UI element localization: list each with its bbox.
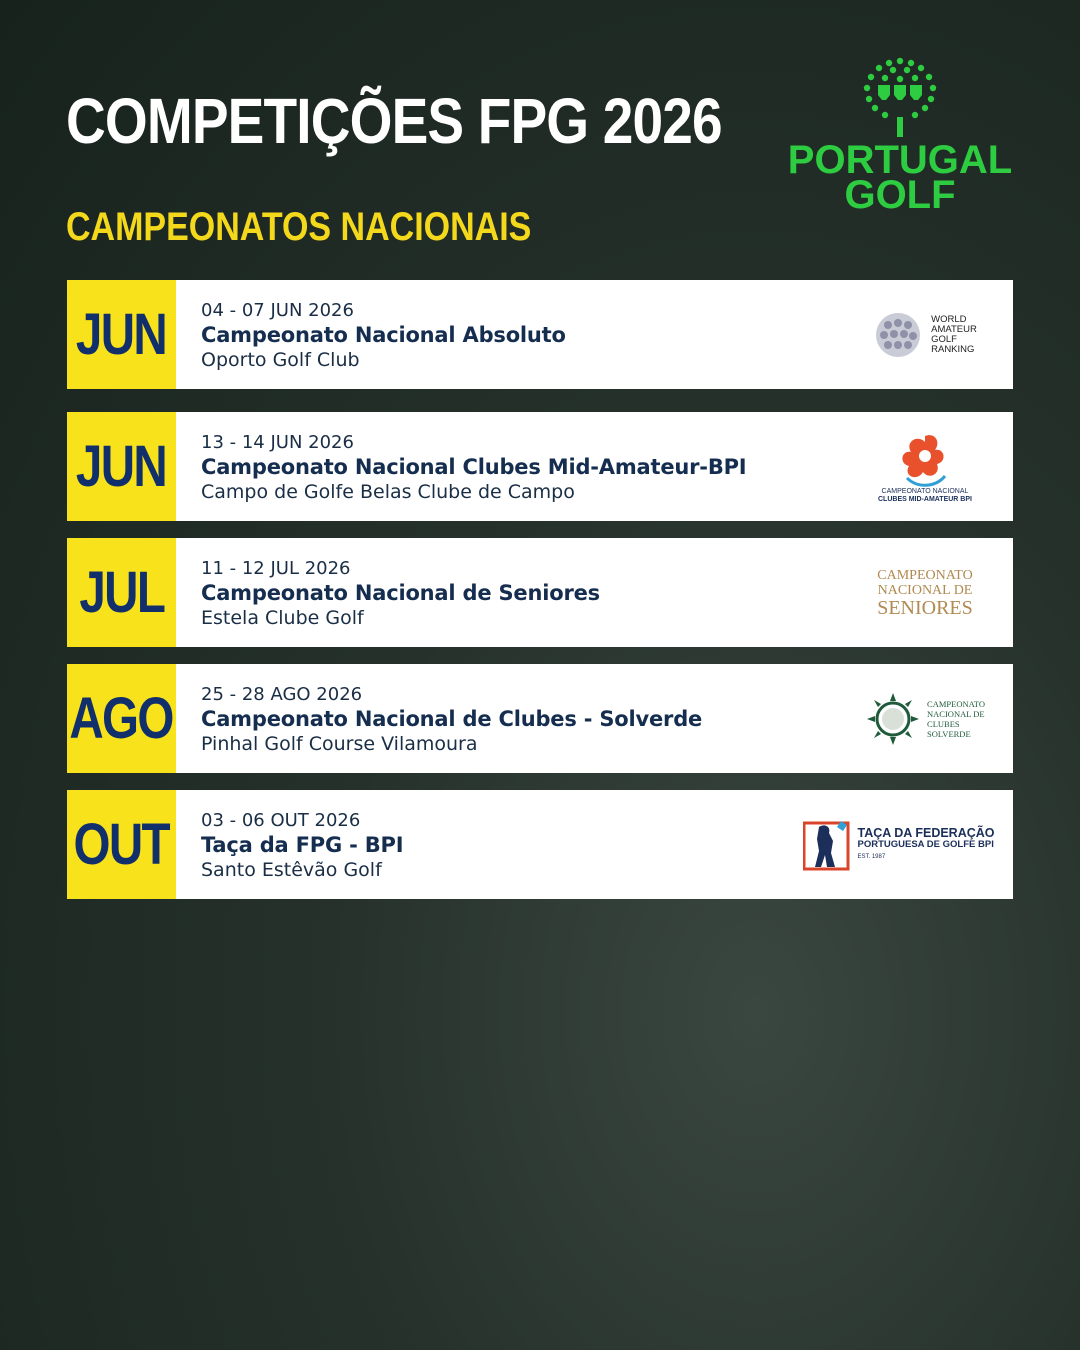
event-venue: Pinhal Golf Course Vilamoura [201,733,478,755]
waagr-logo: WORLD AMATEUR GOLF RANKING [855,292,995,377]
event-date: 04 - 07 JUN 2026 [201,300,354,321]
event-date: 11 - 12 JUL 2026 [201,558,351,579]
waagr-golf-ball-icon [873,310,923,360]
section-subtitle: CAMPEONATOS NACIONAIS [66,205,532,249]
event-date: 13 - 14 JUN 2026 [201,432,354,453]
event-venue: Campo de Golfe Belas Clube de Campo [201,481,575,503]
event-venue: Estela Clube Golf [201,607,364,629]
mid-amateur-flower-icon [895,430,955,488]
golfer-silhouette-icon [803,819,851,871]
page-title: COMPETIÇÕES FPG 2026 [66,85,722,157]
event-date: 03 - 06 OUT 2026 [201,810,361,831]
month-badge: JUL [67,538,176,647]
event-name: Campeonato Nacional de Seniores [201,581,600,605]
month-badge: OUT [67,790,176,899]
seniores-logo: CAMPEONATO NACIONAL DE SENIORES [877,567,973,619]
event-venue: Santo Estêvão Golf [201,859,382,881]
mid-amateur-logo: CAMPEONATO NACIONAL CLUBES MID-AMATEUR BPI [855,424,995,509]
event-name: Campeonato Nacional Clubes Mid-Amateur-BPI [201,455,747,479]
solverde-logo: CAMPEONATO NACIONAL DE CLUBES SOLVERDE [855,676,995,761]
event-row [67,790,1013,899]
event-name: Campeonato Nacional de Clubes - Solverde [201,707,703,731]
golf-ball-dots-icon [785,55,1015,140]
portugal-golf-logo [785,55,1015,215]
month-badge: AGO [67,664,176,773]
event-row [67,664,1013,773]
event-venue: Oporto Golf Club [201,349,360,371]
event-row [67,538,1013,647]
event-row [67,280,1013,389]
sun-golf-ball-icon [865,691,921,747]
month-badge: JUN [67,412,176,521]
taca-fpg-logo: TAÇA DA FEDERAÇÃO PORTUGUESA DE GOLFE BPI EST. 1987 [799,802,999,887]
event-date: 25 - 28 AGO 2026 [201,684,363,705]
month-badge: JUN [67,280,176,389]
event-name: Campeonato Nacional Absoluto [201,323,566,347]
event-row [67,412,1013,521]
brand-line-1: PORTUGAL [787,138,1013,182]
brand-line-2: GOLF [844,173,956,217]
event-name: Taça da FPG - BPI [201,833,404,857]
